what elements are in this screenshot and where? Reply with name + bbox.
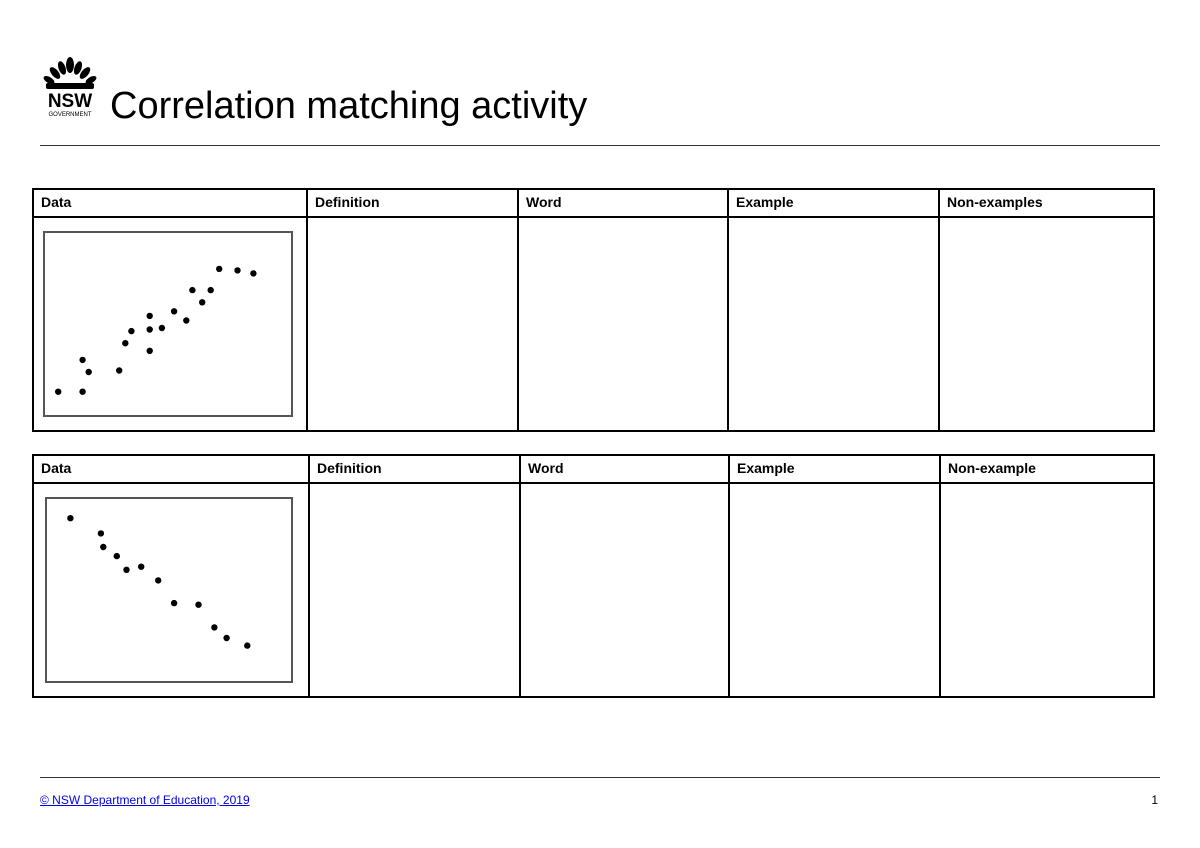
scatter-point xyxy=(199,299,205,305)
table-body-row xyxy=(33,217,1154,431)
header-non-examples: Non-examples xyxy=(939,189,1154,217)
header-word: Word xyxy=(518,189,728,217)
example-cell[interactable] xyxy=(728,217,939,431)
header-word: Word xyxy=(520,455,729,483)
non-examples-cell[interactable] xyxy=(939,217,1154,431)
scatter-point xyxy=(171,600,177,606)
header-data: Data xyxy=(33,455,309,483)
scatter-point xyxy=(234,267,240,273)
header-definition: Definition xyxy=(309,455,520,483)
page-header xyxy=(40,55,1160,135)
negative-scatter-plot xyxy=(42,496,294,686)
scatter-point xyxy=(86,369,92,375)
example-cell[interactable] xyxy=(729,483,940,697)
scatter-point xyxy=(123,567,129,573)
scatter-point xyxy=(216,266,222,272)
matching-table-negative xyxy=(32,454,1155,698)
scatter-point xyxy=(138,564,144,570)
scatter-point xyxy=(189,287,195,293)
definition-cell[interactable] xyxy=(307,217,518,431)
header-divider xyxy=(40,145,1160,146)
logo-government-text: GOVERNMENT xyxy=(48,112,92,118)
data-cell xyxy=(33,217,307,431)
scatter-point xyxy=(100,544,106,550)
scatter-point xyxy=(211,624,217,630)
page-number: 1 xyxy=(1151,793,1158,807)
scatter-point xyxy=(79,389,85,395)
table-header-row xyxy=(33,189,1154,217)
scatter-point xyxy=(55,389,61,395)
scatter-point xyxy=(116,367,122,373)
scatter-point xyxy=(195,602,201,608)
definition-cell[interactable] xyxy=(309,483,520,697)
header-example: Example xyxy=(728,189,939,217)
table-header-row xyxy=(33,455,1154,483)
header-non-example: Non-example xyxy=(940,455,1154,483)
logo-nsw-text: NSW xyxy=(47,91,93,112)
scatter-point xyxy=(155,577,161,583)
header-definition: Definition xyxy=(307,189,518,217)
scatter-point xyxy=(159,325,165,331)
scatter-point xyxy=(122,340,128,346)
footer-divider xyxy=(40,777,1160,778)
nsw-waratah-logo-icon xyxy=(40,55,100,121)
scatter-point xyxy=(128,328,134,334)
scatter-point xyxy=(114,553,120,559)
table-body-row xyxy=(33,483,1154,697)
scatter-point xyxy=(67,515,73,521)
matching-table-positive xyxy=(32,188,1155,432)
page-title: Correlation matching activity xyxy=(110,85,588,127)
scatter-point xyxy=(147,313,153,319)
header-example: Example xyxy=(729,455,940,483)
scatter-point xyxy=(147,348,153,354)
scatter-point xyxy=(244,642,250,648)
header-data: Data xyxy=(33,189,307,217)
copyright-link[interactable]: © NSW Department of Education, 2019 xyxy=(40,793,250,807)
word-cell[interactable] xyxy=(518,217,728,431)
scatter-point xyxy=(250,270,256,276)
positive-scatter-plot xyxy=(42,230,294,420)
non-example-cell[interactable] xyxy=(940,483,1154,697)
scatter-point xyxy=(98,530,104,536)
scatter-point xyxy=(147,326,153,332)
scatter-point xyxy=(208,287,214,293)
scatter-point xyxy=(79,357,85,363)
scatter-point xyxy=(223,635,229,641)
data-cell xyxy=(33,483,309,697)
scatter-point xyxy=(183,317,189,323)
scatter-point xyxy=(171,308,177,314)
word-cell[interactable] xyxy=(520,483,729,697)
